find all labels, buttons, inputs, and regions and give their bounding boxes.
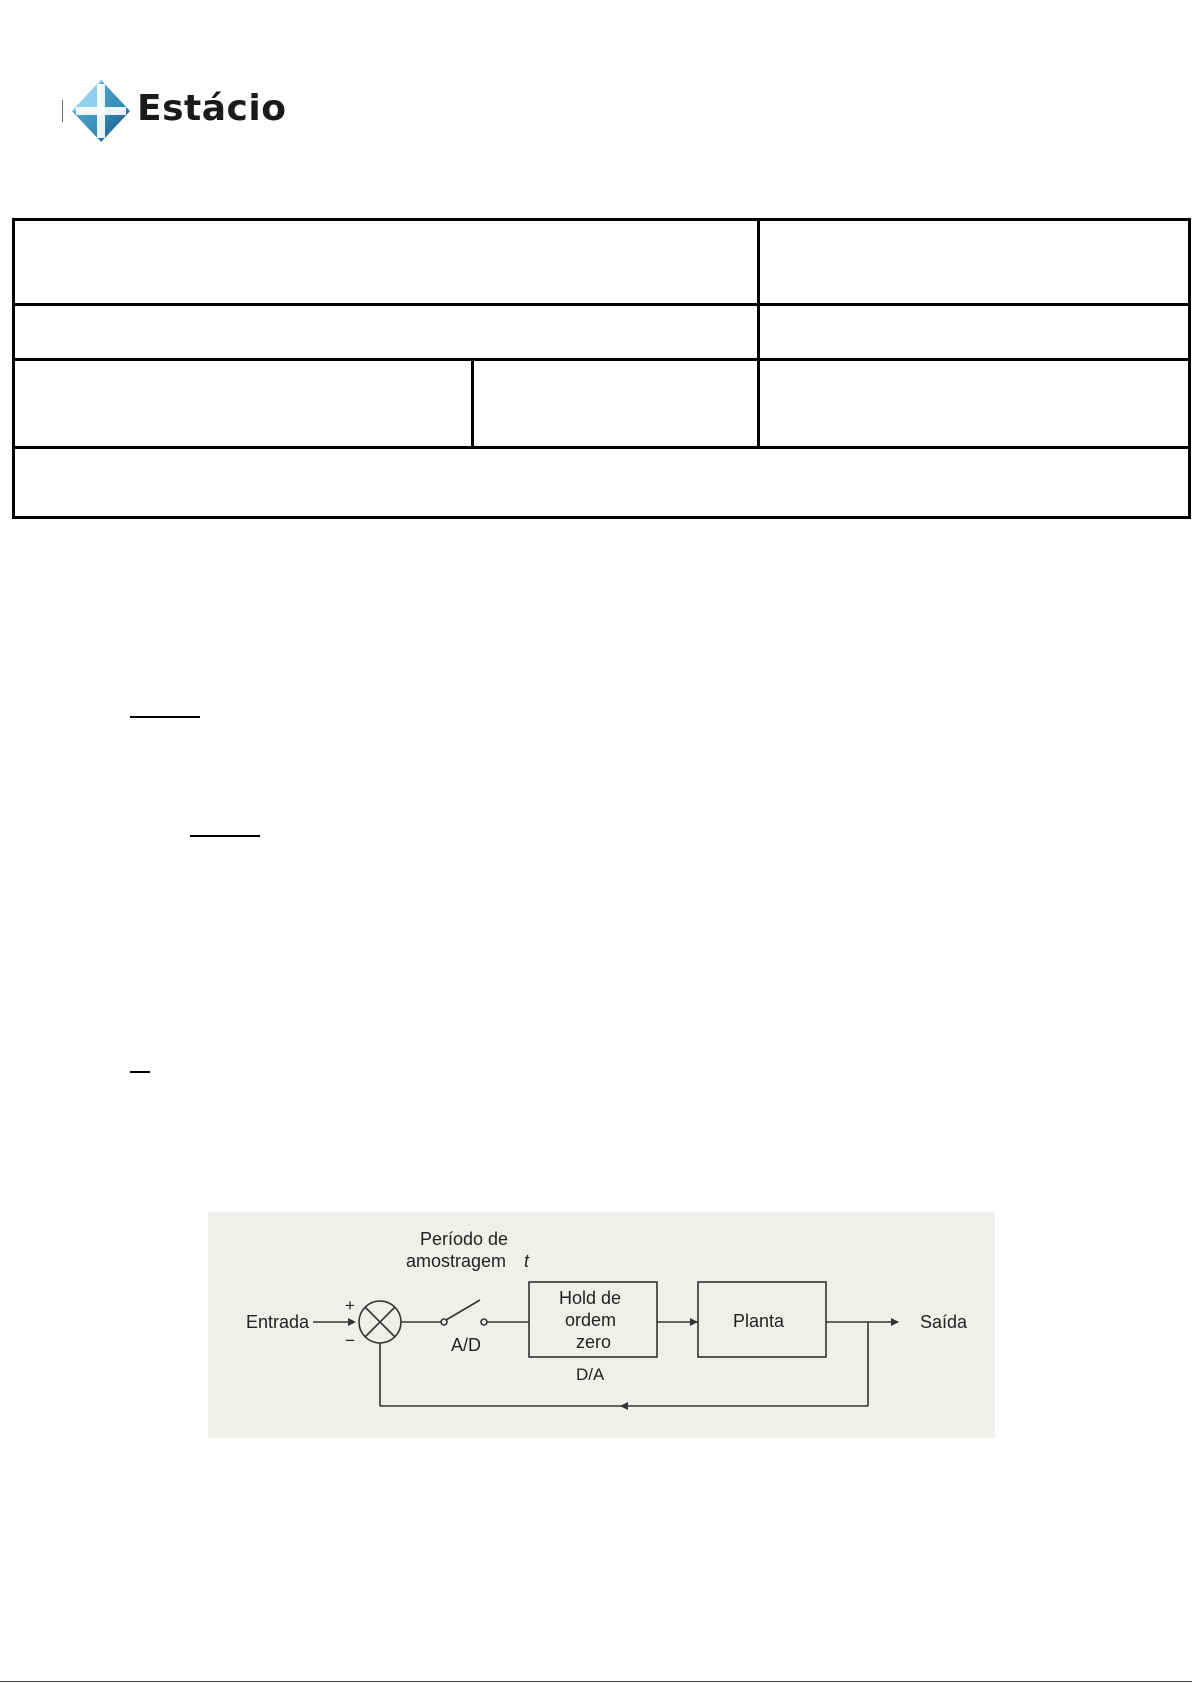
blank-line	[130, 1071, 150, 1073]
sampling-label-line2: amostragem	[406, 1251, 507, 1271]
hold-label-line3: zero	[576, 1332, 612, 1352]
input-label: Entrada	[246, 1312, 310, 1332]
plus-sign: +	[345, 1296, 355, 1315]
blank-line	[130, 716, 200, 718]
output-label: Saída	[920, 1312, 968, 1332]
table-row-divider	[12, 446, 1191, 449]
plant-label: Planta	[733, 1311, 785, 1331]
hold-label-line2: ordem	[565, 1310, 617, 1330]
table-column-divider	[471, 358, 474, 448]
da-label: D/A	[576, 1365, 605, 1384]
hold-label-line1: Hold de	[559, 1288, 622, 1308]
logo-divider	[62, 100, 63, 122]
sampling-symbol: t	[524, 1251, 530, 1271]
page-bottom-rule	[0, 1681, 1192, 1682]
arrowhead-icon	[690, 1318, 698, 1326]
header-info-table	[12, 218, 1191, 519]
table-row-divider	[12, 358, 1191, 361]
block-diagram-svg	[208, 1212, 995, 1438]
blank-line	[190, 835, 260, 837]
table-column-divider	[757, 218, 760, 448]
logo-text: Estácio	[137, 88, 287, 129]
arrowhead-icon	[891, 1318, 899, 1326]
table-row-divider	[12, 303, 1191, 306]
estacio-logo	[62, 78, 292, 144]
arrowhead-icon	[620, 1402, 628, 1410]
estacio-logo-mark-icon	[70, 78, 132, 144]
ad-label: A/D	[451, 1335, 482, 1355]
minus-sign: −	[345, 1331, 355, 1350]
sampling-label-line1: Período de	[420, 1229, 509, 1249]
arrowhead-icon	[348, 1318, 356, 1326]
control-block-diagram	[208, 1212, 995, 1438]
